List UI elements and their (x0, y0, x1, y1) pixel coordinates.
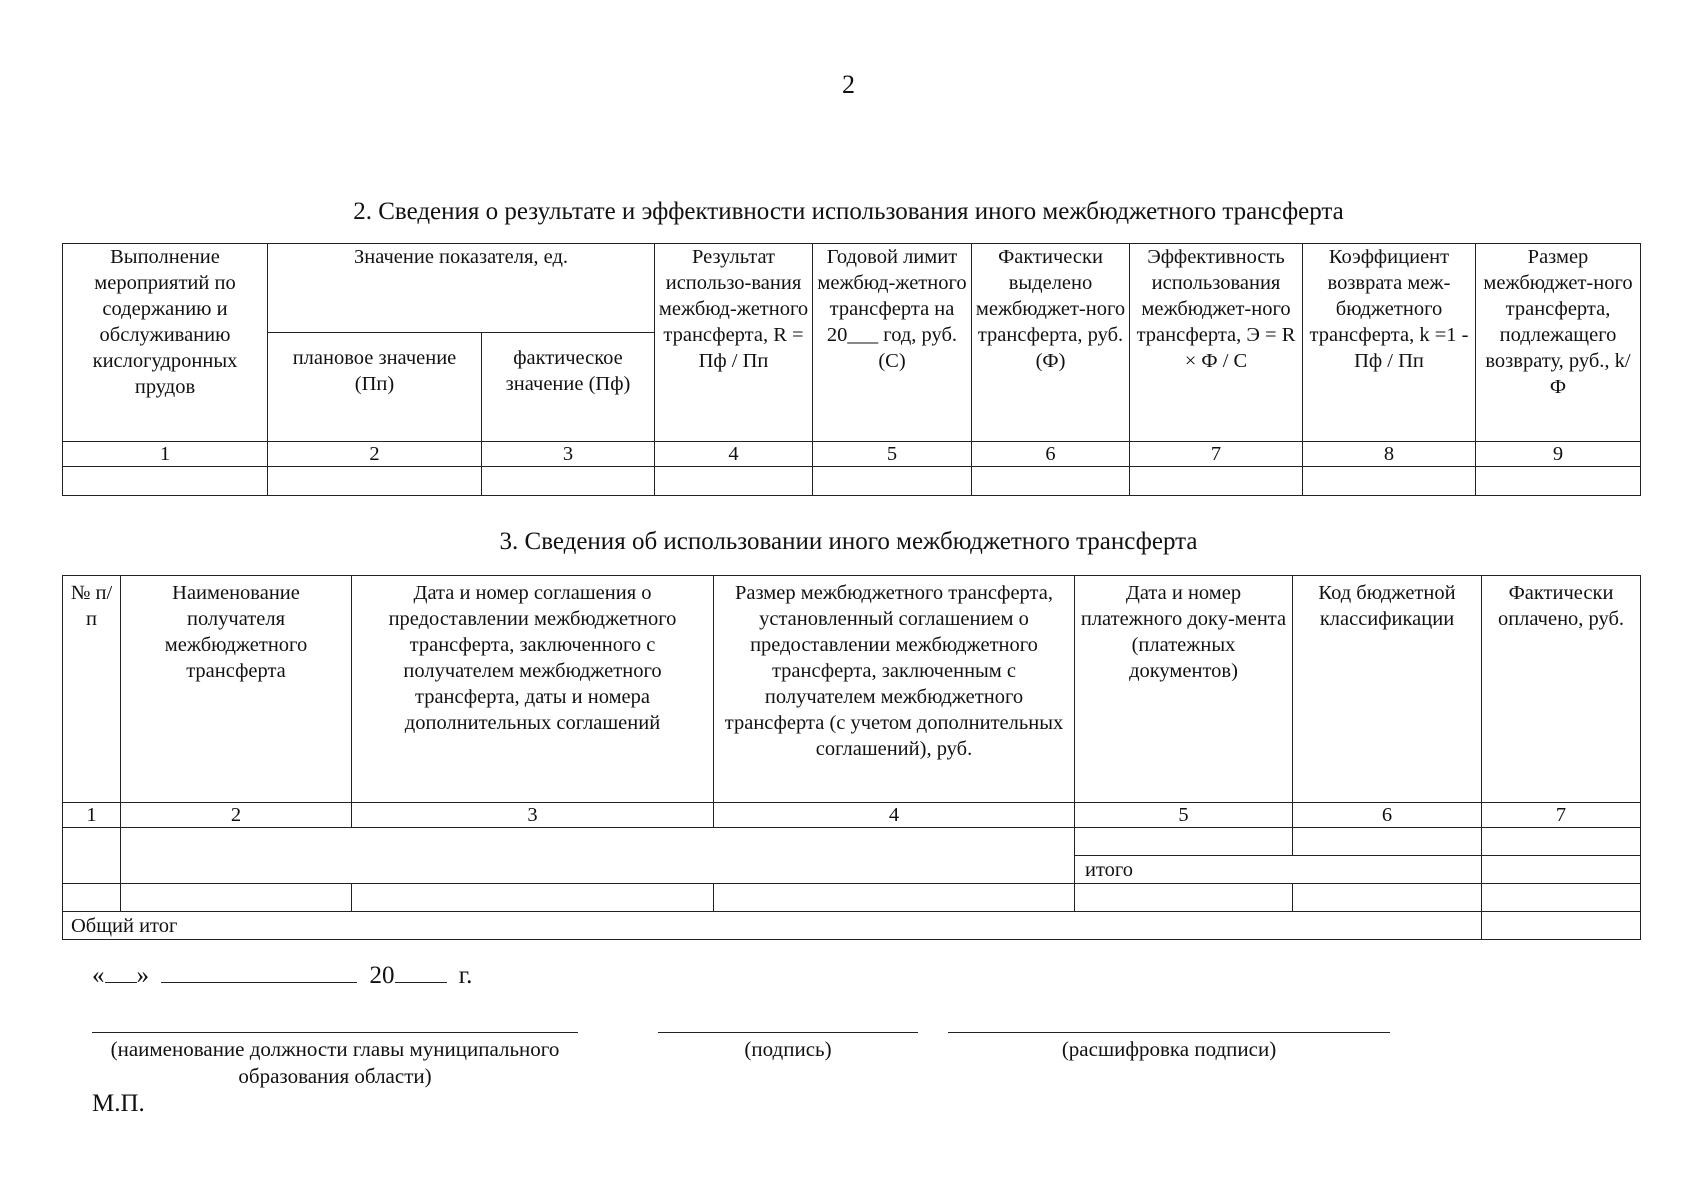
header-budget-code: Код бюджетной классификации (1293, 576, 1482, 803)
data-cell[interactable] (63, 884, 121, 912)
data-cell[interactable] (655, 467, 813, 496)
data-cell[interactable] (1482, 884, 1641, 912)
data-cell[interactable] (1303, 467, 1476, 496)
header-return-coefficient: Коэффициент возврата меж-бюджетного трансферта, k =1 - Пф / Пп (1303, 244, 1476, 442)
data-cell[interactable] (1293, 884, 1482, 912)
year-blank[interactable] (395, 960, 447, 983)
data-cell[interactable] (972, 467, 1130, 496)
table-row (63, 884, 1641, 912)
column-number: 3 (482, 442, 655, 467)
day-blank[interactable] (105, 960, 137, 983)
column-number: 1 (63, 803, 121, 828)
header-actually-allocated: Фактически выделено межбюджет-ного трансферта, руб. (Ф) (972, 244, 1130, 442)
data-cell[interactable] (352, 884, 714, 912)
column-number: 4 (714, 803, 1075, 828)
year-prefix: 20 (369, 962, 395, 989)
header-payment-document: Дата и номер платежного доку-мента (платежных документов) (1075, 576, 1293, 803)
header-actual-value: фактическое значение (Пф) (482, 333, 655, 442)
transfer-usage-table (62, 575, 1641, 940)
data-cell[interactable] (1075, 828, 1293, 856)
decoding-line[interactable] (948, 1032, 1390, 1033)
section3-title: 3. Сведения об использовании иного межбюджетного трансферта (499, 528, 1198, 555)
grand-total-row (63, 912, 1641, 940)
column-number: 5 (1075, 803, 1293, 828)
column-number: 7 (1482, 803, 1641, 828)
table-row (63, 467, 1641, 496)
year-suffix: г. (458, 962, 473, 989)
header-annual-limit: Годовой лимит межбюд-жетного трансферта на 20___ год, руб. (С) (813, 244, 972, 442)
column-number: 2 (121, 803, 352, 828)
column-number: 2 (268, 442, 482, 467)
results-efficiency-table (62, 243, 1641, 496)
section2-title: 2. Сведения о результате и эффективности использования иного межбюджетного трансферта (353, 198, 1344, 225)
column-number: 5 (813, 442, 972, 467)
column-number: 7 (1130, 442, 1303, 467)
position-line[interactable] (92, 1032, 578, 1033)
column-number: 3 (352, 803, 714, 828)
stamp-label: М.П. (92, 1090, 145, 1117)
data-cell[interactable] (63, 467, 268, 496)
header-efficiency: Эффективность использования межбюджет-ного трансферта, Э = R × Ф / С (1130, 244, 1303, 442)
data-cell[interactable] (268, 467, 482, 496)
data-cell[interactable] (63, 828, 121, 884)
data-cell[interactable] (1075, 884, 1293, 912)
column-number-row (63, 803, 1641, 828)
grand-total-value[interactable] (1482, 912, 1641, 940)
data-cell[interactable] (1482, 828, 1641, 856)
month-blank[interactable] (161, 960, 357, 983)
page-number: 2 (842, 70, 855, 99)
column-number: 4 (655, 442, 813, 467)
data-cell[interactable] (714, 884, 1075, 912)
date-open-quote: « (92, 962, 105, 989)
header-number: № п/п (63, 576, 121, 803)
header-agreement: Дата и номер соглашения о предоставлении межбюджетного трансферта, заключенного с получателем межбюджетного трансферта, даты и номера дополнительных соглашений (352, 576, 714, 803)
header-actually-paid: Фактически оплачено, руб. (1482, 576, 1641, 803)
column-number: 9 (1476, 442, 1641, 467)
data-cell[interactable] (1293, 828, 1482, 856)
header-indicator-group: Значение показателя, ед. (268, 244, 655, 333)
data-cell[interactable] (813, 467, 972, 496)
signature-label: (подпись) (744, 1037, 832, 1061)
date-line (92, 960, 472, 990)
column-number-row (63, 442, 1641, 467)
grand-total-label: Общий итог (63, 912, 1482, 940)
data-cell[interactable] (1476, 467, 1641, 496)
table-row (63, 828, 1641, 856)
data-cell[interactable] (121, 828, 1075, 884)
column-number: 6 (972, 442, 1130, 467)
subtotal-value[interactable] (1482, 856, 1641, 884)
column-number: 6 (1293, 803, 1482, 828)
header-return-amount: Размер межбюджет-ного трансферта, подлежащего возврату, руб., k/ Ф (1476, 244, 1641, 442)
header-planned-value: плановое значение (Пп) (268, 333, 482, 442)
data-cell[interactable] (121, 884, 352, 912)
column-number: 8 (1303, 442, 1476, 467)
date-close-quote: » (136, 962, 149, 989)
header-activity: Выполнение мероприятий по содержанию и обслуживанию кислогудронных прудов (63, 244, 268, 442)
column-number: 1 (63, 442, 268, 467)
data-cell[interactable] (482, 467, 655, 496)
header-result: Результат использо-вания межбюд-жетного трансферта, R = Пф / Пп (655, 244, 813, 442)
subtotal-label: итого (1075, 856, 1482, 884)
signature-line[interactable] (658, 1032, 918, 1033)
header-recipient: Наименование получателя межбюджетного трансферта (121, 576, 352, 803)
decoding-label: (расшифровка подписи) (1061, 1037, 1277, 1061)
position-label: (наименование должности главы муниципального образования области) (110, 1037, 560, 1088)
data-cell[interactable] (1130, 467, 1303, 496)
header-transfer-size: Размер межбюджетного трансферта, установленный соглашением о предоставлении межбюджетного трансферта, заключенным с получателем межбюджетного трансферта (с учетом дополнительных соглашений), руб. (714, 576, 1075, 803)
